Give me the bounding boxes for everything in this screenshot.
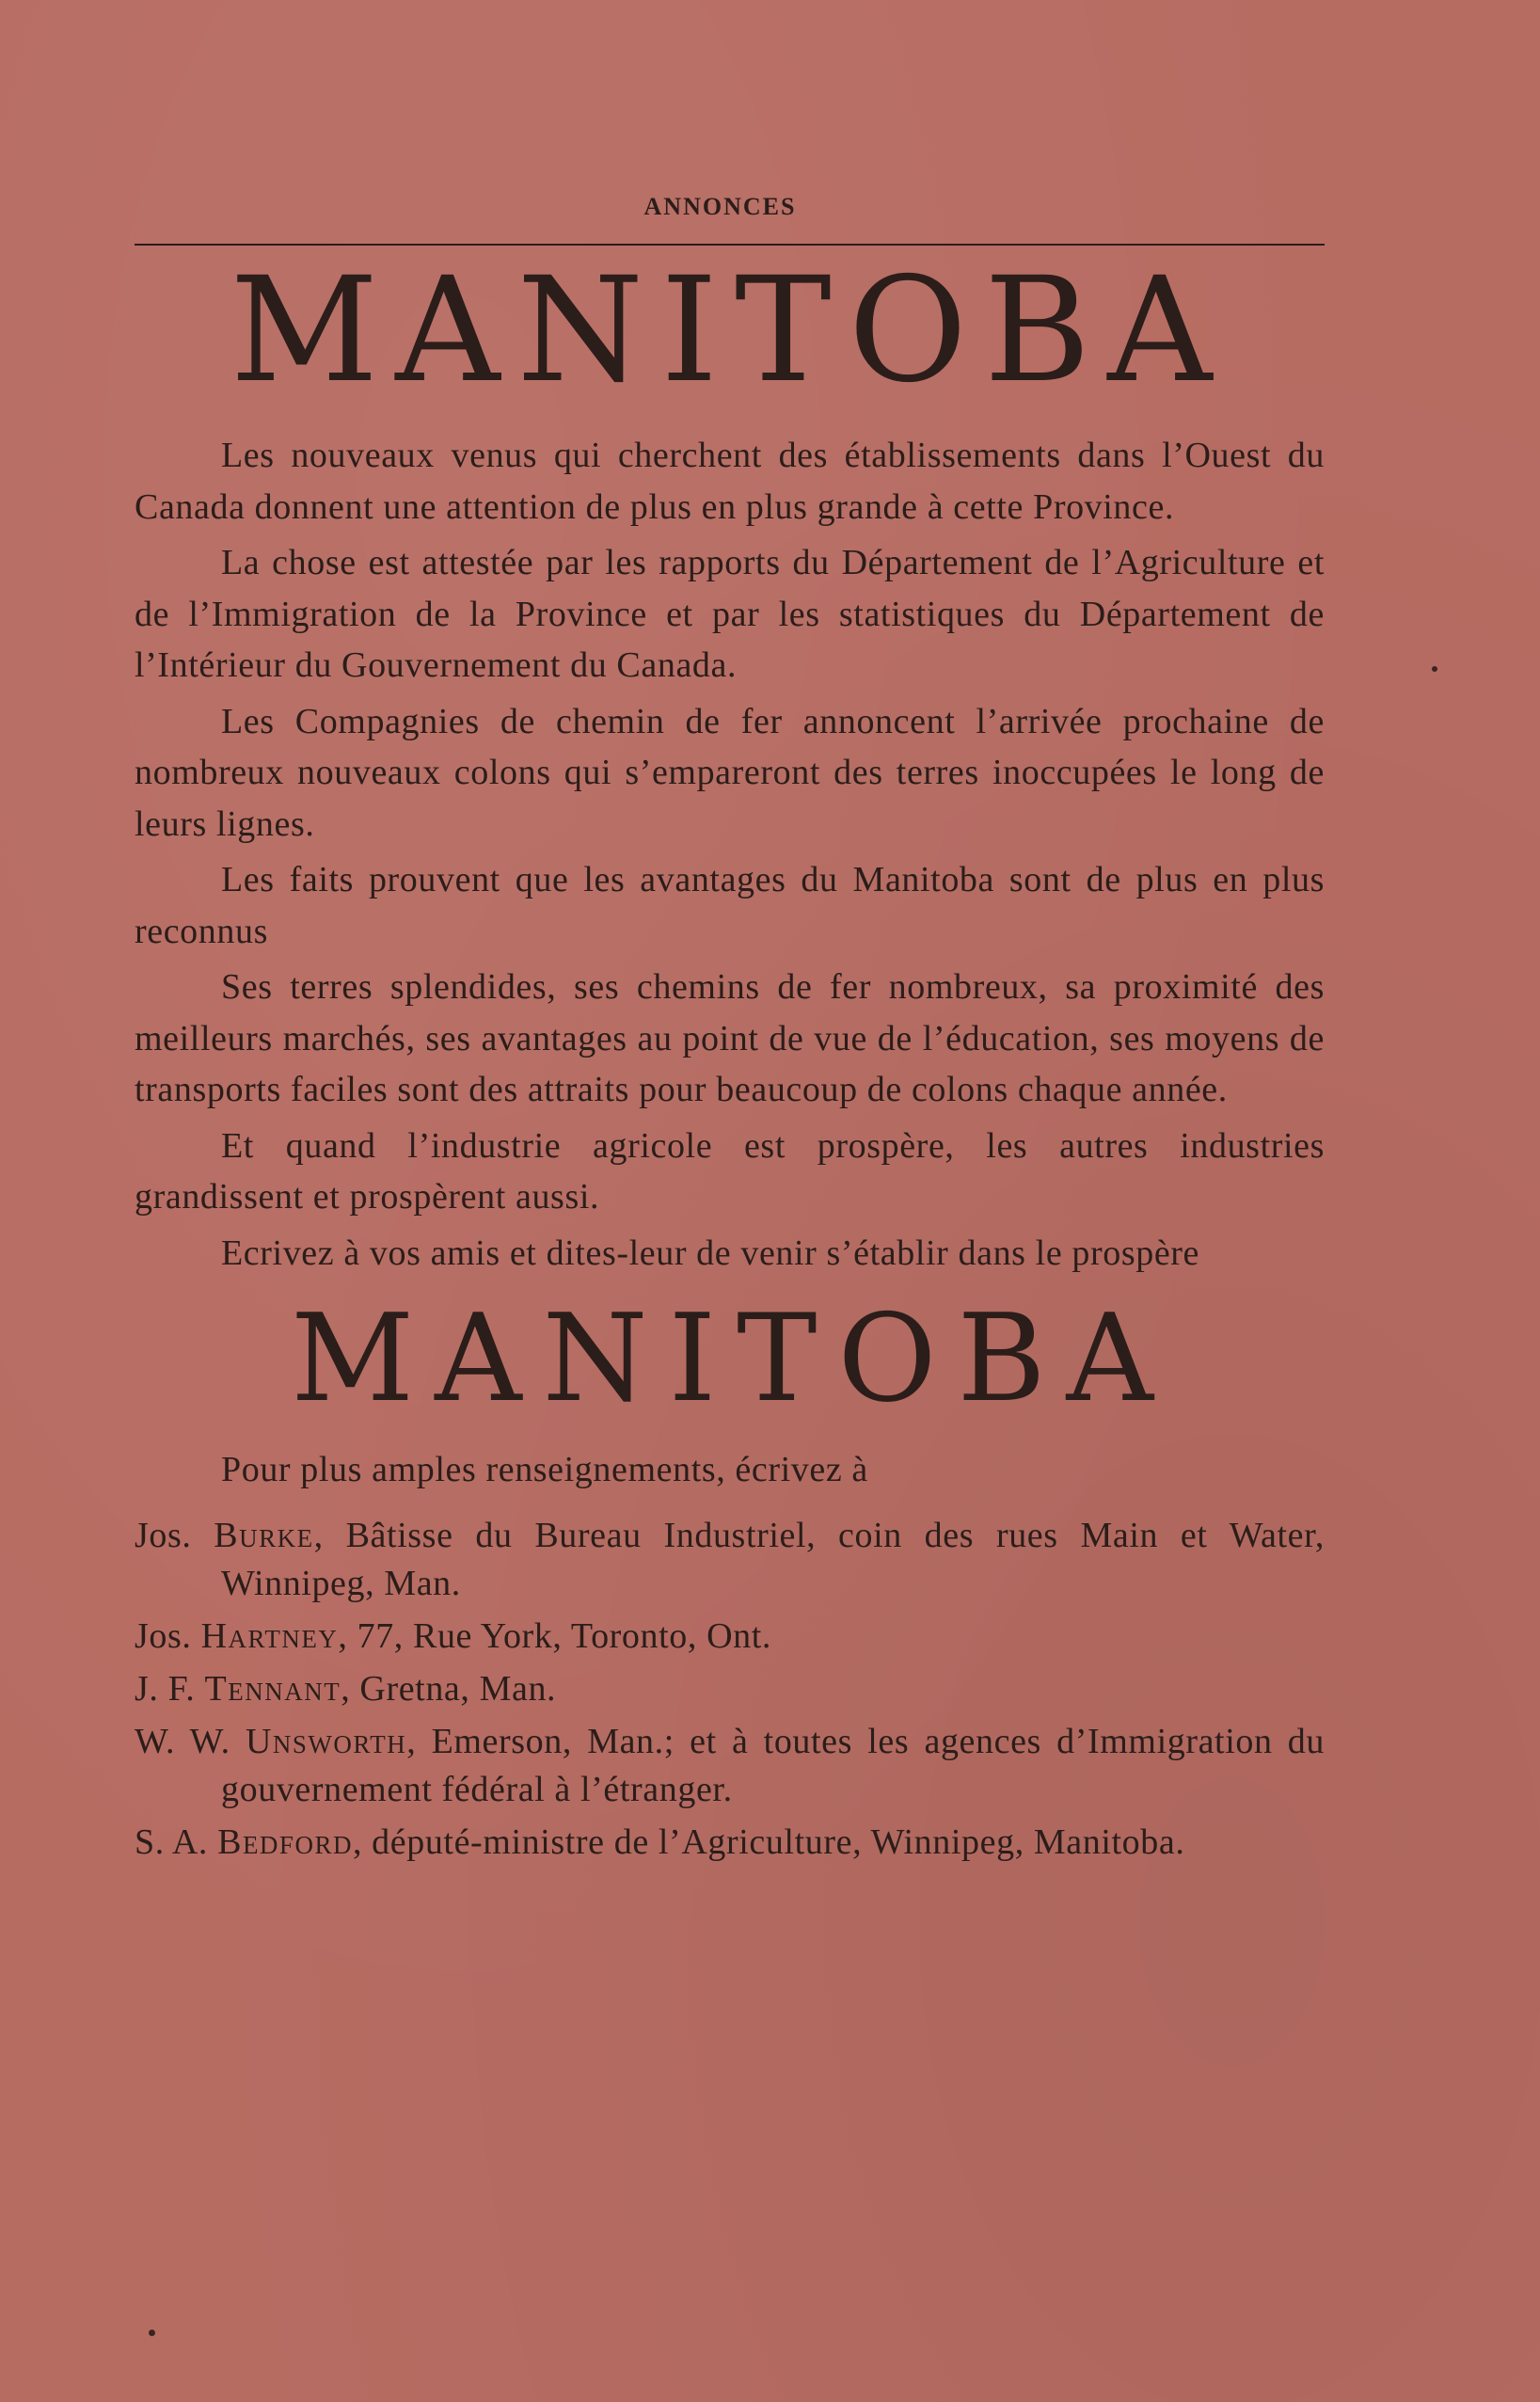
contact-entry (135, 1512, 1325, 1608)
contact-name: Bedford (217, 1822, 353, 1862)
paragraph: Les faits prouvent que les avantages du Manitoba sont de plus en plus reconnus (135, 860, 1325, 951)
contact-details: , Bâtisse du Bureau Industriel, coin des rues Main et Water, Winnipeg, Man. (221, 1516, 1325, 1603)
contact-prefix: S. A. (135, 1822, 208, 1862)
contact-name: Tennant (204, 1669, 341, 1709)
contact-prefix: W. W. (135, 1722, 230, 1761)
contact-intro: Pour plus amples renseignements, écrivez à (221, 1450, 868, 1489)
paragraph: Et quand l’industrie agricole est prospère, les autres industries grandissent et prospèrent aussi. (135, 1125, 1325, 1217)
contact-details: , Emerson, Man.; et à toutes les agences d’Immigration du gouvernement fédéral à l’étranger. (221, 1722, 1325, 1809)
main-title: MANITOBA (230, 247, 1230, 415)
paragraph: Les nouveaux venus qui cherchent des établissements dans l’Ouest du Canada donnent une attention de plus en plus grande à cette Province. (135, 436, 1325, 527)
contact-details: , 77, Rue York, Toronto, Ont. (338, 1616, 771, 1656)
contact-name: Unsworth (245, 1722, 407, 1761)
advertisement (135, 193, 1325, 1871)
contact-name: Burke (214, 1516, 314, 1555)
contact-name: Hartney (200, 1616, 339, 1656)
contact-details: , Gretna, Man. (341, 1669, 557, 1709)
ink-speck (1432, 666, 1437, 672)
header-rule (135, 244, 1325, 246)
contact-details: , député-ministre de l’Agriculture, Winnipeg, Manitoba. (352, 1822, 1185, 1862)
paragraph: La chose est attestée par les rapports du Département de l’Agriculture et de l’Immigration de la Province et par les statistiques du Département de l’Intérieur du Gouvernement du Canada. (135, 543, 1325, 685)
paragraph: Ecrivez à vos amis et dites-leur de venir s’établir dans le prospère (221, 1233, 1200, 1273)
contact-entry (135, 1819, 1325, 1867)
contact-entry (135, 1718, 1325, 1814)
running-head: ANNONCES (643, 193, 797, 220)
contact-entry (135, 1613, 1325, 1661)
contact-prefix: Jos. (135, 1616, 192, 1656)
contact-prefix: J. F. (135, 1669, 196, 1709)
ink-speck (149, 2330, 155, 2336)
paragraph: Ses terres splendides, ses chemins de fer nombreux, sa proximité des meilleurs marchés, ses avantages au point de vue de l’éducation, ses moyens de transports faciles sont des attraits pour beaucoup de colons chaque année. (135, 967, 1325, 1109)
contact-list (135, 1512, 1325, 1867)
paragraph: Les Compagnies de chemin de fer annoncent l’arrivée prochaine de nombreux nouveaux colons qui s’empareront des terres inoccupées le long de leurs lignes. (135, 701, 1325, 844)
contact-prefix: Jos. (135, 1516, 192, 1555)
contact-entry (135, 1665, 1325, 1713)
closing-title: MANITOBA (291, 1289, 1174, 1429)
